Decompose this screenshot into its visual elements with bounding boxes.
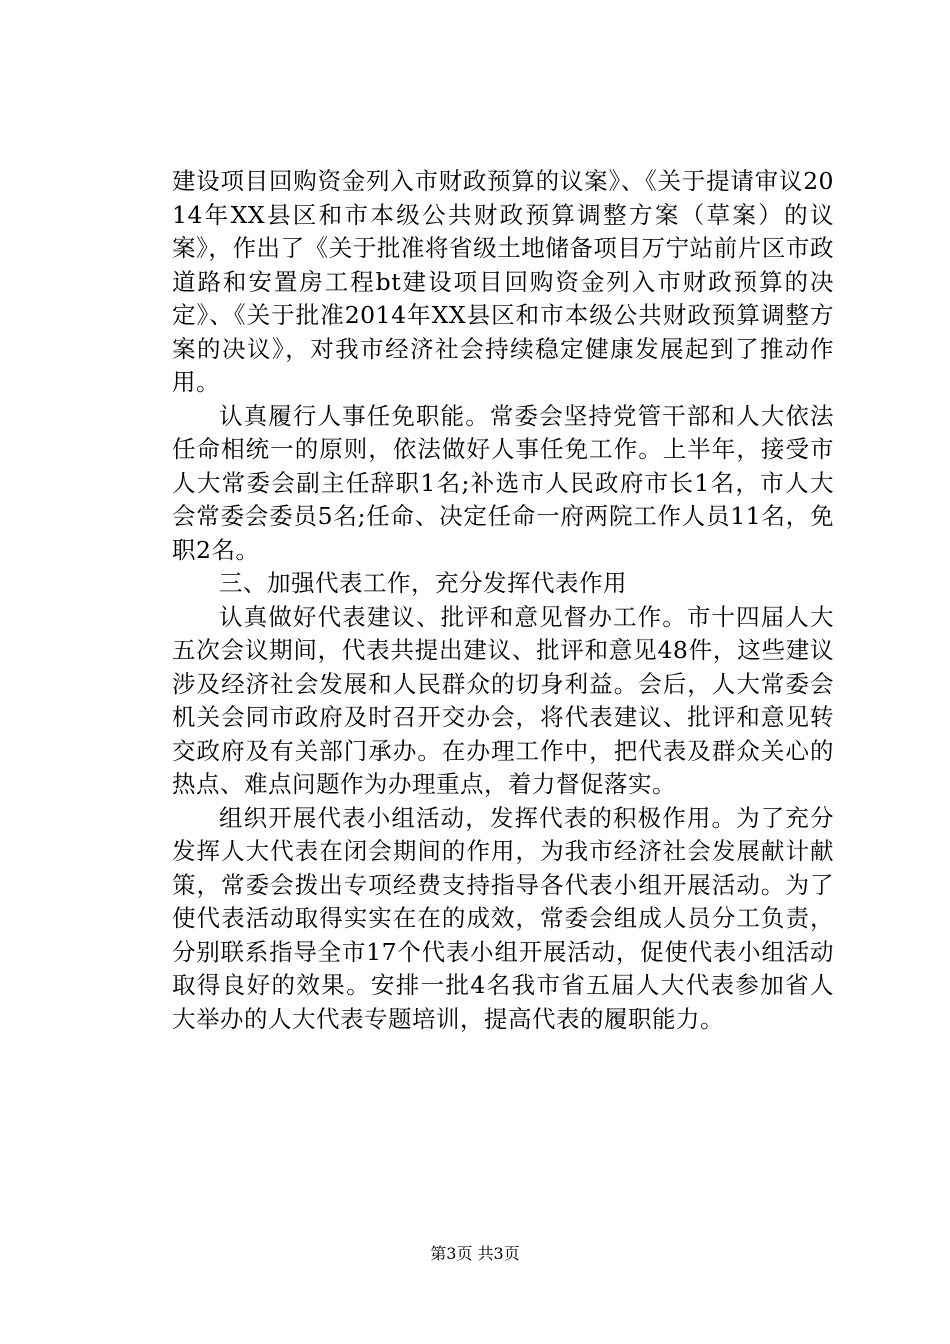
- paragraph-2: 认真履行人事任免职能。常委会坚持党管干部和人大依法任命相统一的原则，依法做好人事任免工作。上半年，接受市人大常委会副主任辞职1名;补选市人民政府市长1名，市人大会常委会委员5名;任命、决定任命一府两院工作人员11名，免职2名。: [172, 401, 834, 564]
- page-number: 第3页 共3页: [430, 1244, 520, 1263]
- paragraph-1: 建设项目回购资金列入市财政预算的议案》、《关于提请审议2014年XX县区和市本级公共财政预算调整方案（草案）的议案》，作出了《关于批准将省级土地储备项目万宁站前片区市政道路和安置房工程bt建设项目回购资金列入市财政预算的决定》、《关于批准2014年XX县区和市本级公共财政预算调整方案的决议》，对我市经济社会持续稳定健康发展起到了推动作用。: [172, 167, 834, 396]
- section-heading: 三、加强代表工作，充分发挥代表作用: [219, 569, 627, 597]
- paragraph-3: 认真做好代表建议、批评和意见督办工作。市十四届人大五次会议期间，代表共提出建议、批评和意见48件，这些建议涉及经济社会发展和人民群众的切身利益。会后，人大常委会机关会同市政府及时召开交办会，将代表建议、批评和意见转交政府及有关部门承办。在办理工作中，把代表及群众关心的热点、难点问题作为办理重点，着力督促落实。: [172, 602, 834, 798]
- page-footer: [0, 1243, 950, 1265]
- paragraph-4: 组织开展代表小组活动，发挥代表的积极作用。为了充分发挥人大代表在闭会期间的作用，为我市经济社会发展献计献策，常委会拨出专项经费支持指导各代表小组开展活动。为了使代表活动取得实实在在的成效，常委会组成人员分工负责，分别联系指导全市17个代表小组开展活动，促使代表小组活动取得良好的效果。安排一批4名我市省五届人大代表参加省人大举办的人大代表专题培训，提高代表的履职能力。: [172, 803, 834, 1033]
- document-body: [172, 165, 834, 1036]
